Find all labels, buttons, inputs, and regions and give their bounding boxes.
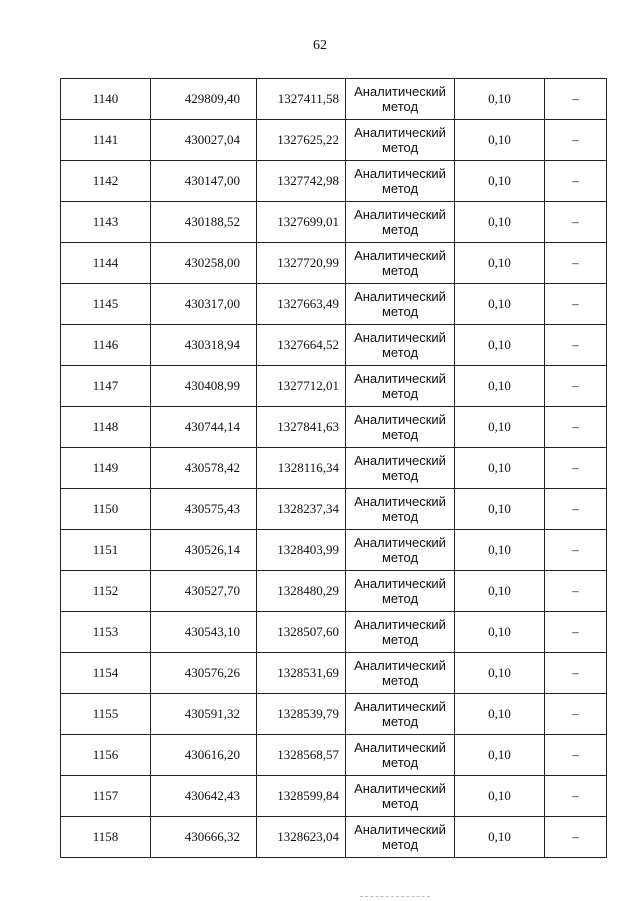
method-line-2: метод bbox=[381, 673, 419, 688]
method-line-1: Аналитический bbox=[354, 453, 446, 468]
method-line-2: метод bbox=[381, 509, 419, 524]
accuracy-cell: 0,10 bbox=[455, 571, 545, 612]
method-cell bbox=[346, 694, 455, 735]
y-coordinate-cell: 1327841,63 bbox=[257, 407, 346, 448]
point-number-cell: 1151 bbox=[61, 530, 151, 571]
x-coordinate-cell: 430188,52 bbox=[151, 202, 257, 243]
dash-cell: – bbox=[545, 448, 607, 489]
x-coordinate-cell: 430543,10 bbox=[151, 612, 257, 653]
method-line-2: метод bbox=[381, 263, 419, 278]
point-number-cell: 1145 bbox=[61, 284, 151, 325]
accuracy-cell: 0,10 bbox=[455, 694, 545, 735]
y-coordinate-cell: 1327742,98 bbox=[257, 161, 346, 202]
table-row bbox=[61, 571, 607, 612]
method-line-1: Аналитический bbox=[354, 248, 446, 263]
point-number-cell: 1144 bbox=[61, 243, 151, 284]
y-coordinate-cell: 1328507,60 bbox=[257, 612, 346, 653]
method-line-2: метод bbox=[381, 468, 419, 483]
method-line-2: метод bbox=[381, 427, 419, 442]
dash-cell: – bbox=[545, 489, 607, 530]
accuracy-cell: 0,10 bbox=[455, 161, 545, 202]
method-line-2: метод bbox=[381, 99, 419, 114]
point-number-cell: 1152 bbox=[61, 571, 151, 612]
table-row bbox=[61, 653, 607, 694]
y-coordinate-cell: 1328531,69 bbox=[257, 653, 346, 694]
method-line-2: метод bbox=[381, 181, 419, 196]
point-number-cell: 1153 bbox=[61, 612, 151, 653]
point-number-cell: 1155 bbox=[61, 694, 151, 735]
x-coordinate-cell: 430318,94 bbox=[151, 325, 257, 366]
table-row bbox=[61, 407, 607, 448]
method-cell bbox=[346, 448, 455, 489]
method-line-1: Аналитический bbox=[354, 494, 446, 509]
method-cell bbox=[346, 735, 455, 776]
x-coordinate-cell: 430666,32 bbox=[151, 817, 257, 858]
y-coordinate-cell: 1328539,79 bbox=[257, 694, 346, 735]
dash-cell: – bbox=[545, 817, 607, 858]
point-number-cell: 1142 bbox=[61, 161, 151, 202]
scan-artifact-line bbox=[360, 896, 430, 897]
table-row bbox=[61, 489, 607, 530]
method-line-2: метод bbox=[381, 591, 419, 606]
method-cell bbox=[346, 571, 455, 612]
accuracy-cell: 0,10 bbox=[455, 243, 545, 284]
table-row bbox=[61, 79, 607, 120]
point-number-cell: 1140 bbox=[61, 79, 151, 120]
method-cell bbox=[346, 79, 455, 120]
table-row bbox=[61, 612, 607, 653]
method-cell bbox=[346, 243, 455, 284]
accuracy-cell: 0,10 bbox=[455, 489, 545, 530]
dash-cell: – bbox=[545, 161, 607, 202]
y-coordinate-cell: 1327664,52 bbox=[257, 325, 346, 366]
y-coordinate-cell: 1328116,34 bbox=[257, 448, 346, 489]
point-number-cell: 1150 bbox=[61, 489, 151, 530]
method-cell bbox=[346, 612, 455, 653]
method-cell bbox=[346, 776, 455, 817]
accuracy-cell: 0,10 bbox=[455, 612, 545, 653]
dash-cell: – bbox=[545, 407, 607, 448]
y-coordinate-cell: 1327663,49 bbox=[257, 284, 346, 325]
x-coordinate-cell: 430616,20 bbox=[151, 735, 257, 776]
method-line-1: Аналитический bbox=[354, 125, 446, 140]
method-line-1: Аналитический bbox=[354, 535, 446, 550]
x-coordinate-cell: 430258,00 bbox=[151, 243, 257, 284]
x-coordinate-cell: 430147,00 bbox=[151, 161, 257, 202]
point-number-cell: 1143 bbox=[61, 202, 151, 243]
y-coordinate-cell: 1327712,01 bbox=[257, 366, 346, 407]
dash-cell: – bbox=[545, 243, 607, 284]
y-coordinate-cell: 1327699,01 bbox=[257, 202, 346, 243]
point-number-cell: 1154 bbox=[61, 653, 151, 694]
table-row bbox=[61, 243, 607, 284]
method-line-2: метод bbox=[381, 222, 419, 237]
x-coordinate-cell: 430578,42 bbox=[151, 448, 257, 489]
method-line-1: Аналитический bbox=[354, 658, 446, 673]
point-number-cell: 1156 bbox=[61, 735, 151, 776]
accuracy-cell: 0,10 bbox=[455, 735, 545, 776]
dash-cell: – bbox=[545, 284, 607, 325]
accuracy-cell: 0,10 bbox=[455, 530, 545, 571]
point-number-cell: 1146 bbox=[61, 325, 151, 366]
table-row bbox=[61, 284, 607, 325]
accuracy-cell: 0,10 bbox=[455, 120, 545, 161]
method-line-2: метод bbox=[381, 755, 419, 770]
x-coordinate-cell: 430575,43 bbox=[151, 489, 257, 530]
accuracy-cell: 0,10 bbox=[455, 817, 545, 858]
method-line-2: метод bbox=[381, 550, 419, 565]
accuracy-cell: 0,10 bbox=[455, 407, 545, 448]
dash-cell: – bbox=[545, 735, 607, 776]
x-coordinate-cell: 429809,40 bbox=[151, 79, 257, 120]
method-cell bbox=[346, 325, 455, 366]
point-number-cell: 1141 bbox=[61, 120, 151, 161]
method-line-2: метод bbox=[381, 796, 419, 811]
x-coordinate-cell: 430527,70 bbox=[151, 571, 257, 612]
x-coordinate-cell: 430591,32 bbox=[151, 694, 257, 735]
dash-cell: – bbox=[545, 79, 607, 120]
method-line-1: Аналитический bbox=[354, 617, 446, 632]
method-cell bbox=[346, 407, 455, 448]
method-cell bbox=[346, 817, 455, 858]
method-line-1: Аналитический bbox=[354, 781, 446, 796]
point-number-cell: 1158 bbox=[61, 817, 151, 858]
method-cell bbox=[346, 284, 455, 325]
table-row bbox=[61, 776, 607, 817]
method-cell bbox=[346, 653, 455, 694]
x-coordinate-cell: 430642,43 bbox=[151, 776, 257, 817]
y-coordinate-cell: 1327411,58 bbox=[257, 79, 346, 120]
accuracy-cell: 0,10 bbox=[455, 366, 545, 407]
accuracy-cell: 0,10 bbox=[455, 325, 545, 366]
page-number: 62 bbox=[313, 38, 327, 53]
dash-cell: – bbox=[545, 694, 607, 735]
accuracy-cell: 0,10 bbox=[455, 202, 545, 243]
x-coordinate-cell: 430317,00 bbox=[151, 284, 257, 325]
table-row bbox=[61, 202, 607, 243]
table-row bbox=[61, 366, 607, 407]
method-cell bbox=[346, 120, 455, 161]
dash-cell: – bbox=[545, 571, 607, 612]
y-coordinate-cell: 1328623,04 bbox=[257, 817, 346, 858]
point-number-cell: 1149 bbox=[61, 448, 151, 489]
point-number-cell: 1157 bbox=[61, 776, 151, 817]
coordinates-table-body bbox=[61, 79, 607, 858]
method-line-1: Аналитический bbox=[354, 371, 446, 386]
y-coordinate-cell: 1327720,99 bbox=[257, 243, 346, 284]
y-coordinate-cell: 1328568,57 bbox=[257, 735, 346, 776]
table-row bbox=[61, 325, 607, 366]
table-row bbox=[61, 817, 607, 858]
table-row bbox=[61, 694, 607, 735]
method-cell bbox=[346, 489, 455, 530]
accuracy-cell: 0,10 bbox=[455, 79, 545, 120]
table-row bbox=[61, 161, 607, 202]
dash-cell: – bbox=[545, 612, 607, 653]
x-coordinate-cell: 430576,26 bbox=[151, 653, 257, 694]
accuracy-cell: 0,10 bbox=[455, 653, 545, 694]
table-row bbox=[61, 120, 607, 161]
y-coordinate-cell: 1327625,22 bbox=[257, 120, 346, 161]
accuracy-cell: 0,10 bbox=[455, 284, 545, 325]
dash-cell: – bbox=[545, 120, 607, 161]
table-row bbox=[61, 530, 607, 571]
y-coordinate-cell: 1328480,29 bbox=[257, 571, 346, 612]
x-coordinate-cell: 430526,14 bbox=[151, 530, 257, 571]
method-line-1: Аналитический bbox=[354, 330, 446, 345]
x-coordinate-cell: 430744,14 bbox=[151, 407, 257, 448]
coordinates-table bbox=[60, 78, 607, 858]
accuracy-cell: 0,10 bbox=[455, 776, 545, 817]
method-line-1: Аналитический bbox=[354, 84, 446, 99]
accuracy-cell: 0,10 bbox=[455, 448, 545, 489]
method-line-1: Аналитический bbox=[354, 576, 446, 591]
method-cell bbox=[346, 161, 455, 202]
y-coordinate-cell: 1328599,84 bbox=[257, 776, 346, 817]
method-cell bbox=[346, 530, 455, 571]
method-line-1: Аналитический bbox=[354, 822, 446, 837]
method-cell bbox=[346, 202, 455, 243]
method-line-2: метод bbox=[381, 140, 419, 155]
dash-cell: – bbox=[545, 530, 607, 571]
dash-cell: – bbox=[545, 776, 607, 817]
y-coordinate-cell: 1328237,34 bbox=[257, 489, 346, 530]
dash-cell: – bbox=[545, 653, 607, 694]
method-line-1: Аналитический bbox=[354, 740, 446, 755]
table-row bbox=[61, 735, 607, 776]
x-coordinate-cell: 430408,99 bbox=[151, 366, 257, 407]
method-line-1: Аналитический bbox=[354, 207, 446, 222]
method-line-2: метод bbox=[381, 714, 419, 729]
method-line-1: Аналитический bbox=[354, 699, 446, 714]
y-coordinate-cell: 1328403,99 bbox=[257, 530, 346, 571]
method-cell bbox=[346, 366, 455, 407]
method-line-2: метод bbox=[381, 304, 419, 319]
x-coordinate-cell: 430027,04 bbox=[151, 120, 257, 161]
point-number-cell: 1147 bbox=[61, 366, 151, 407]
dash-cell: – bbox=[545, 325, 607, 366]
dash-cell: – bbox=[545, 366, 607, 407]
dash-cell: – bbox=[545, 202, 607, 243]
table-row bbox=[61, 448, 607, 489]
method-line-1: Аналитический bbox=[354, 166, 446, 181]
point-number-cell: 1148 bbox=[61, 407, 151, 448]
method-line-2: метод bbox=[381, 632, 419, 647]
method-line-1: Аналитический bbox=[354, 412, 446, 427]
method-line-2: метод bbox=[381, 345, 419, 360]
method-line-2: метод bbox=[381, 386, 419, 401]
method-line-2: метод bbox=[381, 837, 419, 852]
method-line-1: Аналитический bbox=[354, 289, 446, 304]
